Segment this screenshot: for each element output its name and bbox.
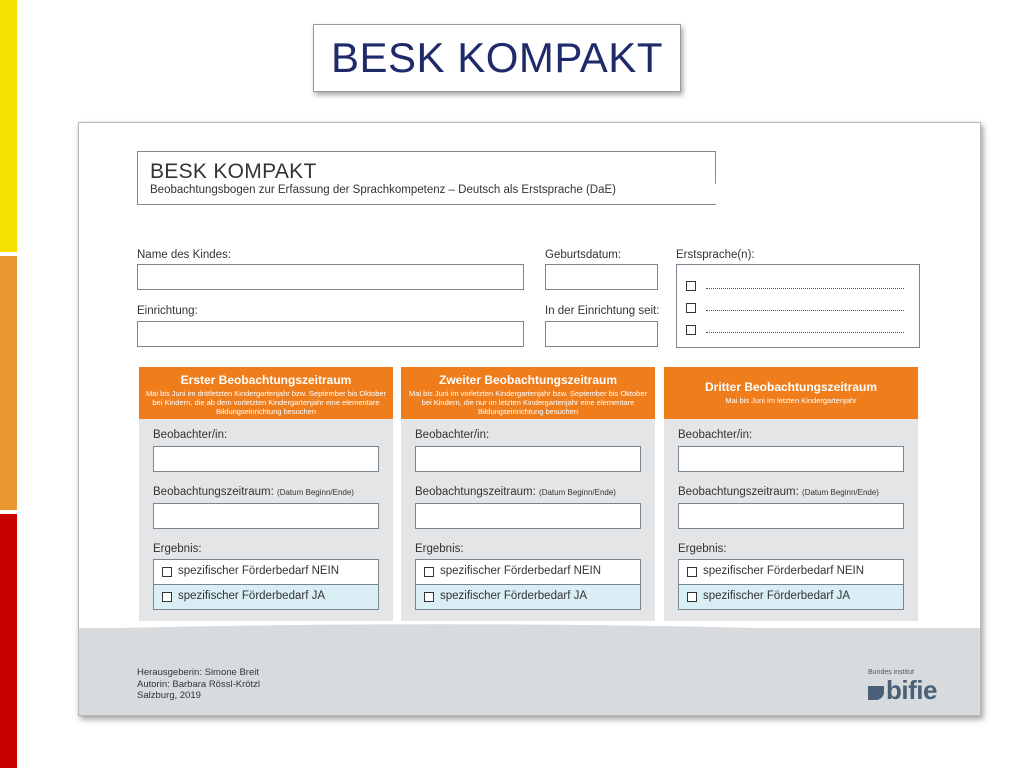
period-label: Beobachtungszeitraum: (Datum Beginn/Ende) <box>415 486 616 498</box>
accent-bar-red <box>0 514 17 768</box>
dotted-line <box>706 310 904 311</box>
period-note: Mai bis Juni im drittletzten Kindergartenjahr bzw. September bis Oktober bei Kindern, die ab dem vorletzten Kindergartenjahr eine elementare Bildungseinrichtung besuchen <box>145 389 387 416</box>
observer-label: Beobachter/in: <box>415 429 490 441</box>
result-label: Ergebnis: <box>415 543 464 555</box>
in-institution-since-label: In der Einrichtung seit: <box>545 305 660 317</box>
form-subtitle: Beobachtungsbogen zur Erfassung der Sprachkompetenz – Deutsch als Erstsprache (DaE) <box>150 184 617 196</box>
result-yes-option[interactable]: spezifischer Förderbedarf JA <box>415 584 641 610</box>
checkbox[interactable] <box>686 281 696 291</box>
logo-mark-icon <box>868 686 884 700</box>
slide-title: BESK KOMPAKT <box>313 24 681 92</box>
credit-author: Autorin: Barbara Rössl-Krötzl <box>137 678 261 690</box>
result-no-option[interactable]: spezifischer Förderbedarf NEIN <box>415 559 641 585</box>
period-label: Beobachtungszeitraum: (Datum Beginn/Ende) <box>678 486 879 498</box>
period-label: Beobachtungszeitraum: (Datum Beginn/Ende) <box>153 486 354 498</box>
in-institution-since-field[interactable] <box>545 321 658 347</box>
period-field[interactable] <box>678 503 904 529</box>
checkbox[interactable] <box>687 592 697 602</box>
birth-date-field[interactable] <box>545 264 658 290</box>
accent-bar-yellow <box>0 0 17 252</box>
checkbox[interactable] <box>686 325 696 335</box>
language-option-1[interactable] <box>686 279 908 293</box>
period-field[interactable] <box>153 503 379 529</box>
credit-publisher: Herausgeberin: Simone Breit <box>137 667 259 678</box>
header-corner-cut <box>715 151 739 205</box>
checkbox[interactable] <box>686 303 696 313</box>
bifie-logo <box>868 675 937 706</box>
language-option-2[interactable] <box>686 301 908 315</box>
first-language-box <box>676 264 920 348</box>
logo-caption: Bundes institut <box>868 669 914 676</box>
observer-label: Beobachter/in: <box>678 429 753 441</box>
period-header <box>664 367 918 419</box>
result-yes-option[interactable]: spezifischer Förderbedarf JA <box>678 584 904 610</box>
language-option-3[interactable] <box>686 323 908 337</box>
checkbox[interactable] <box>162 592 172 602</box>
result-no-option[interactable]: spezifischer Förderbedarf NEIN <box>678 559 904 585</box>
institution-field[interactable] <box>137 321 524 347</box>
result-no-option[interactable]: spezifischer Förderbedarf NEIN <box>153 559 379 585</box>
period-title: Erster Beobachtungszeitraum <box>180 373 352 387</box>
dotted-line <box>706 288 904 289</box>
birth-date-label: Geburtsdatum: <box>545 249 622 261</box>
observer-label: Beobachter/in: <box>153 429 228 441</box>
observer-field[interactable] <box>415 446 641 472</box>
observation-period-3 <box>664 367 918 621</box>
form-document <box>78 122 981 716</box>
credit-place-year: Salzburg, 2019 <box>137 690 201 701</box>
form-title: BESK KOMPAKT <box>150 160 317 183</box>
period-header <box>139 367 393 419</box>
observer-field[interactable] <box>153 446 379 472</box>
credits <box>137 667 260 702</box>
result-yes-option[interactable]: spezifischer Förderbedarf JA <box>153 584 379 610</box>
accent-bar-orange <box>0 256 17 510</box>
period-title: Zweiter Beobachtungszeitraum <box>438 373 618 387</box>
observer-field[interactable] <box>678 446 904 472</box>
name-label: Name des Kindes: <box>137 249 231 261</box>
observation-period-2 <box>401 367 655 621</box>
result-label: Ergebnis: <box>153 543 202 555</box>
checkbox[interactable] <box>424 567 434 577</box>
result-label: Ergebnis: <box>678 543 727 555</box>
form-header <box>137 151 716 205</box>
observation-period-1 <box>139 367 393 621</box>
period-field[interactable] <box>415 503 641 529</box>
checkbox[interactable] <box>424 592 434 602</box>
logo-text: bifie <box>886 675 937 705</box>
checkbox[interactable] <box>162 567 172 577</box>
dotted-line <box>706 332 904 333</box>
institution-label: Einrichtung: <box>137 305 198 317</box>
footer-wave <box>79 621 980 641</box>
name-field[interactable] <box>137 264 524 290</box>
checkbox[interactable] <box>687 567 697 577</box>
period-title: Dritter Beobachtungszeitraum <box>704 380 878 394</box>
period-note: Mai bis Juni im vorletzten Kindergartenjahr bzw. September bis Oktober bei Kindern, die nur im letzten Kindergartenjahr eine elementare Bildungseinrichtung besuchen <box>408 389 648 416</box>
period-note: Mai bis Juni im letzten Kindergartenjahr <box>725 396 857 405</box>
first-language-label: Erstsprache(n): <box>676 249 755 261</box>
period-header <box>401 367 655 419</box>
